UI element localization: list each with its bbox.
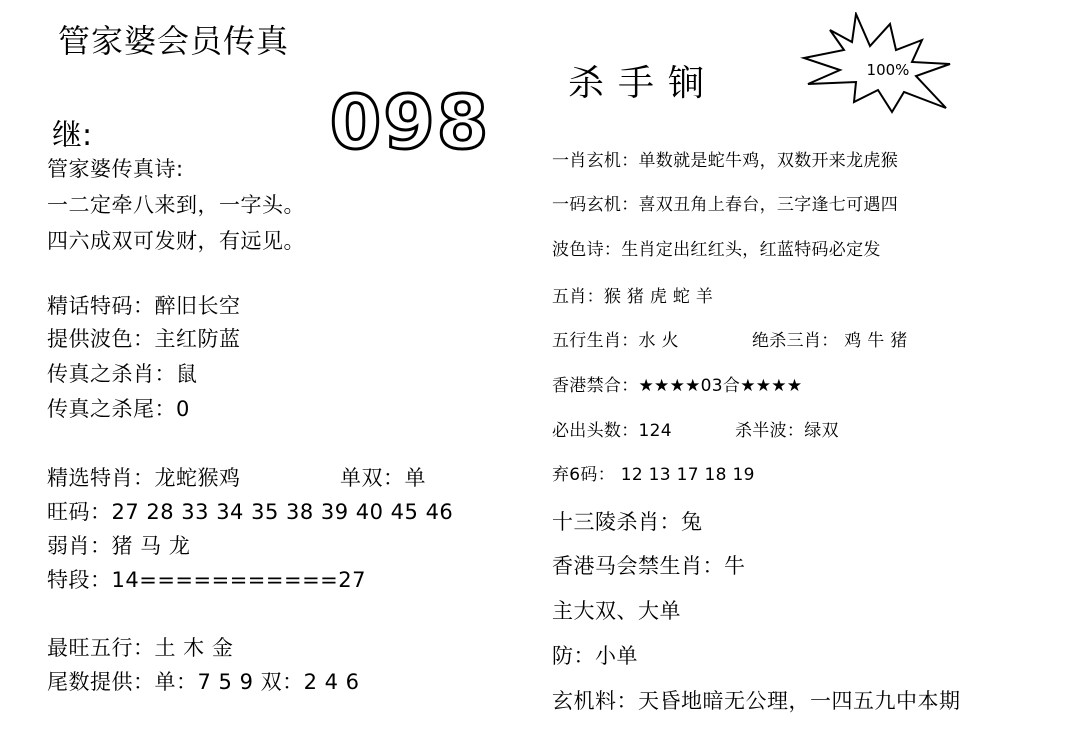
page-title: 管家婆会员传真 (58, 22, 290, 60)
discard-six-codes: 弃6码： 12 13 17 18 19 (552, 465, 755, 485)
one-zodiac-secret: 一肖玄机：单数就是蛇牛鸡，双数开来龙虎猴 (552, 151, 898, 171)
thirteen-tombs-kill: 十三陵杀肖：兔 (552, 510, 703, 534)
wave-color: 提供波色：主红防蓝 (47, 327, 241, 351)
poem-heading: 管家婆传真诗: (47, 157, 184, 181)
one-code-secret: 一码玄机：喜双丑角上春台，三字逢七可遇四 (552, 195, 898, 215)
issue-number-text: 098 (329, 82, 491, 160)
weak-zodiac: 弱肖：猪 马 龙 (47, 534, 191, 558)
wave-poem: 波色诗：生肖定出红红头，红蓝特码必定发 (552, 240, 881, 260)
issue-number (328, 82, 493, 160)
section-heading: 杀手锏 (568, 63, 719, 104)
starburst-badge (800, 12, 952, 114)
kill-zodiac: 传真之杀肖：鼠 (47, 362, 198, 386)
five-elements: 最旺五行：土 木 金 (47, 636, 234, 660)
jinghua-code: 精话特码：醉旧长空 (47, 294, 241, 318)
badge-text: 100% (866, 61, 910, 79)
kill-tail: 传真之杀尾：0 (47, 397, 190, 421)
element-zodiac: 五行生肖：水 火 (552, 331, 679, 351)
defense-pick: 防：小单 (552, 644, 638, 668)
poem-line-1: 一二定牵八来到，一字头。 (47, 193, 305, 217)
poem-line-2: 四六成双可发财，有远见。 (47, 229, 305, 253)
continue-label: 继: (52, 118, 93, 153)
hot-numbers: 旺码：27 28 33 34 35 38 39 40 45 46 (47, 500, 454, 524)
hk-jockey-forbidden: 香港马会禁生肖：牛 (552, 554, 746, 578)
main-pick: 主大双、大单 (552, 599, 681, 623)
selected-zodiac: 精选特肖：龙蛇猴鸡 (47, 466, 241, 490)
special-range: 特段：14===========27 (47, 568, 366, 592)
kill-three-zodiac: 绝杀三肖： 鸡 牛 猪 (752, 331, 908, 351)
five-zodiac: 五肖：猴 猪 虎 蛇 羊 (552, 287, 714, 307)
odd-even: 单双：单 (340, 466, 426, 490)
hk-forbidden-combo: 香港禁合：★★★★03合★★★★ (552, 376, 803, 396)
must-head-numbers: 必出头数：124 (552, 421, 672, 441)
secret-material: 玄机料：天昏地暗无公理，一四五九中本期 (552, 689, 961, 713)
tail-numbers: 尾数提供：单：7 5 9 双：2 4 6 (47, 670, 360, 694)
kill-half-wave: 杀半波：绿双 (735, 421, 839, 441)
